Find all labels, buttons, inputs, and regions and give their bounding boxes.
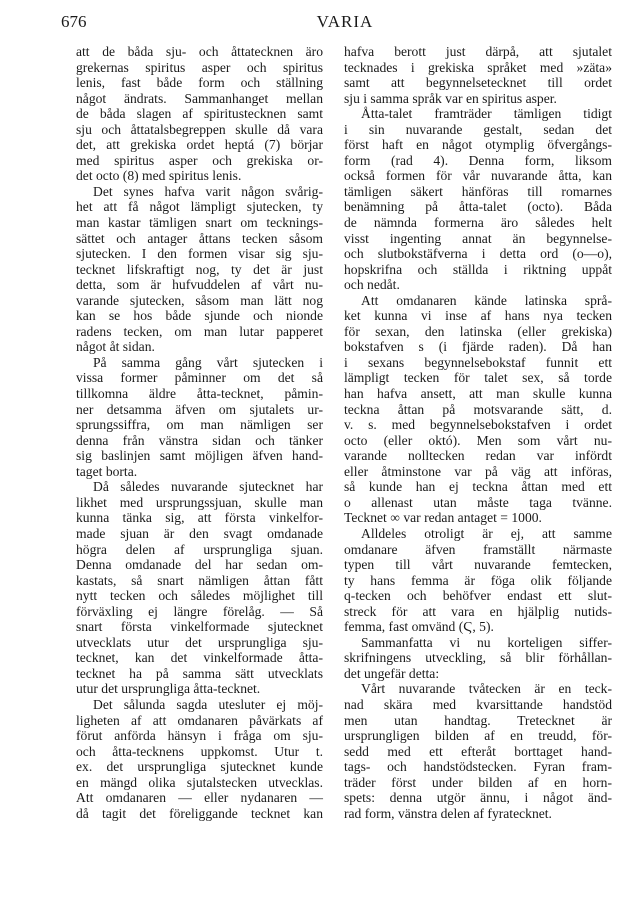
text-line: högra delen af ursprungliga sjuan. [76,541,323,557]
text-line: hafva berott just därpå, att sjutalet [344,44,612,59]
text-line: likhet med ursprungssjuan, skulle man [76,494,323,510]
paragraph [344,681,612,821]
text-line: tecknet lifskraftigt nog, ty det är just [76,261,323,277]
text-line: då tagit det föreliggande tecknet kan [76,805,323,821]
text-line: tecknet ha på samma sätt utvecklats [76,665,323,681]
paragraph [344,635,612,682]
paragraph [344,44,612,106]
text-line: Alldeles otroligt är ej, att samme [361,525,612,541]
text-line: först haft en något otymplig öfvergångs- [344,137,612,153]
text-line: i sexans begynnelsebokstaf funnit ett [344,354,612,370]
text-line: träder först under bilden af en horn- [344,774,612,790]
text-line: ex. det ursprungliga sjutecknet kunde [76,759,323,775]
text-line: sju i samma språk var en spiritus asper. [344,90,557,106]
text-line: sprungssiffra, om man nämligen ser [76,417,323,433]
text-line: förut anförda hänsyn i fråga om sju- [76,728,323,744]
text-line: ursprungligen bilden af en treudd, för- [344,728,612,744]
text-line: omdanare äfven framställt närmaste [344,541,612,557]
text-line: v. s. med begynnelsebokstafven i ordet [344,417,612,433]
text-line: de båda slagen af spiritustecknen samt [76,106,323,122]
text-line: sjutecken. I den formen visar sig sju- [76,246,323,262]
text-line: tecknades i grekiska språket med »zäta» [344,59,612,75]
text-line: det, att grekiska ordet heptá (7) börjar [76,137,323,153]
text-line: Att omdanaren kände latinska språ- [361,292,612,308]
text-line: att de båda sju- och åttatecknen äro [76,44,323,59]
text-line: och åtta-tecknens uppkomst. Utur t. [76,743,323,759]
text-line: detta, som är hufvuddelen af vårt nu- [76,277,323,293]
text-line: med spiritus asper och grekiska or- [76,152,323,168]
text-line: lämpligt tecken för talet sex, så torde [344,370,612,386]
text-line: radens tecken, om man lutar papperet [76,323,323,339]
text-line: streck för att vara en hjälplig nutids- [344,603,612,619]
text-line: man kastar tämligen snart om tecknings- [76,215,323,231]
text-line: denna från vänstra sidan och tänker [76,432,323,448]
text-line: något åt sidan. [76,339,155,355]
text-line: i sin nuvarande gestalt, sedan det [344,121,612,137]
text-line: form (rad 4). Denna form, liksom [344,152,612,168]
text-line: utur det ursprungliga åtta-tecknet. [76,681,261,697]
text-line: benämning på åtta-talet (octo). Båda [344,199,612,215]
text-line: varande sjutecken, såsom man lätt nog [76,292,323,308]
text-line: snart första vinkelformade sjutecknet [76,619,323,635]
text-column-right [344,44,612,821]
text-line: något ändrats. Sammanhanget mellan [76,90,323,106]
text-line: Tecknet ∞ var redan antaget = 1000. [344,510,542,526]
text-line: teckna åttan på motsvarande sätt, d. [344,401,612,417]
text-line: typen till vårt nuvarande femtecken, [344,557,612,573]
text-line: femma, fast omvänd (Ϛ, 5). [344,619,494,635]
text-line: tags- och handstödstecken. Fyran fram- [344,759,612,775]
paragraph [76,355,323,479]
text-line: så kunde han ej teckna åttan med ett [344,479,612,495]
text-line: tecknet, kan det vinkelformade åtta- [76,650,323,666]
text-line: en mängd olika sjutalstecken utvecklas. [76,774,323,790]
text-line: sedd med ett efteråt borttaget hand- [344,743,612,759]
paragraph [76,479,323,697]
text-line: och slutbokstäfverna i detta ord (o—o), [344,246,612,262]
text-line: ket kunna vi inse af hans nya tecken [344,308,612,324]
text-line: octo (eller októ). Men som vårt nu- [344,432,612,448]
text-line: och nedåt. [344,277,400,293]
text-line: varande nolltecken redan var infördt [344,448,612,464]
text-line: också formen för vår nuvarande åtta, kan [344,168,612,184]
paragraph [76,184,323,355]
text-line: sju och åttatalsbegreppen skulle då vara [76,121,323,137]
text-line: grekernas spiritus asper och spiritus [76,59,323,75]
paragraph [76,44,323,184]
text-line: utvecklats utur det ursprungliga sju- [76,634,323,650]
text-line: för sexan, den latinska (eller grekiska) [344,323,612,339]
text-line: samt att begynnelsetecknet till ordet [344,75,612,91]
text-line: skrifningens utveckling, så blir förhållan- [344,650,612,666]
text-line: q-tecken och behöfver endast ett slut- [344,588,612,604]
paragraph [344,293,612,526]
text-line: Det synes hafva varit någon svårig- [93,183,323,199]
text-line: nytt tecken och således möjlighet till [76,588,323,604]
text-line: ner detsamma äfven om sjutalets ur- [76,401,323,417]
text-line: eller åtminstone var på väg att införas, [344,463,612,479]
text-line: det ungefär detta: [344,665,440,681]
text-line: ty hans femma är föga olik följande [344,572,612,588]
paragraph [344,106,612,293]
text-line: hopskrifna och ställda i riktning uppåt [344,261,612,277]
text-line: Sammanfatta vi nu korteligen siffer- [361,634,612,650]
text-line: Vårt nuvarande tvåtecken är en teck- [361,681,612,697]
text-column-left [76,44,323,821]
text-line: vissa former påminner om det så [76,370,323,386]
text-line: nad skära med kvarsittande handstöd [344,696,612,712]
text-line: spets: denna utgör ännu, i något änd- [344,790,612,806]
text-line: Det sålunda sagda utesluter ej möj- [93,696,323,712]
text-line: kastats, så snart nämligen åttan fått [76,572,323,588]
text-line: made sjuan är den svagt omdanade [76,525,323,541]
text-line: han hafva ansett, att man skulle kunna [344,386,612,402]
page-number: 676 [61,12,87,31]
text-line: Åtta-talet framträder tämligen tidigt [361,106,612,122]
text-line: sättet och antager åttans tecken såsom [76,230,323,246]
text-line: bokstafven s (i fjärde raden). Då han [344,339,612,355]
text-line: de nämnda formerna äro således helt [344,215,612,231]
text-line: Denna omdanade del har sedan om- [76,557,323,573]
text-line: rad form, vänstra delen af fyratecknet. [344,805,552,821]
paragraph [76,697,323,821]
text-line: Då således nuvarande sjutecknet har [93,479,323,495]
paragraph [344,526,612,635]
text-line: kunna tänka sig, att första vinkelfor- [76,510,323,526]
running-title: VARIA [316,12,374,31]
text-line: förväxling ej längre förelåg. — Så [76,603,323,619]
text-line: det octo (8) med spiritus lenis. [76,168,242,184]
text-line: o allenast utan måste taga tvänne. [344,494,612,510]
text-line: Att omdanaren — eller nydanaren — [76,790,323,806]
text-line: ligheten af att omdanaren påvärkats af [76,712,323,728]
text-line: visst ingenting annat än begynnelse- [344,230,612,246]
text-line: sig baslinjen samt möjligen äfven hand- [76,448,323,464]
text-line: taget borta. [76,463,138,479]
text-line: men utan handtag. Tretecknet är [344,712,612,728]
text-line: lenis, fast både form och ställning [76,75,323,91]
text-line: kan se hos både sjunde och nionde [76,308,323,324]
text-line: het att få något lämpligt sjutecken, ty [76,199,323,215]
text-line: tillkomna äldre åtta-tecknet, påmin- [76,386,323,402]
text-line: tämligen säkert hänföras till romarnes [344,183,612,199]
text-line: På samma gång vårt sjutecken i [93,354,323,370]
